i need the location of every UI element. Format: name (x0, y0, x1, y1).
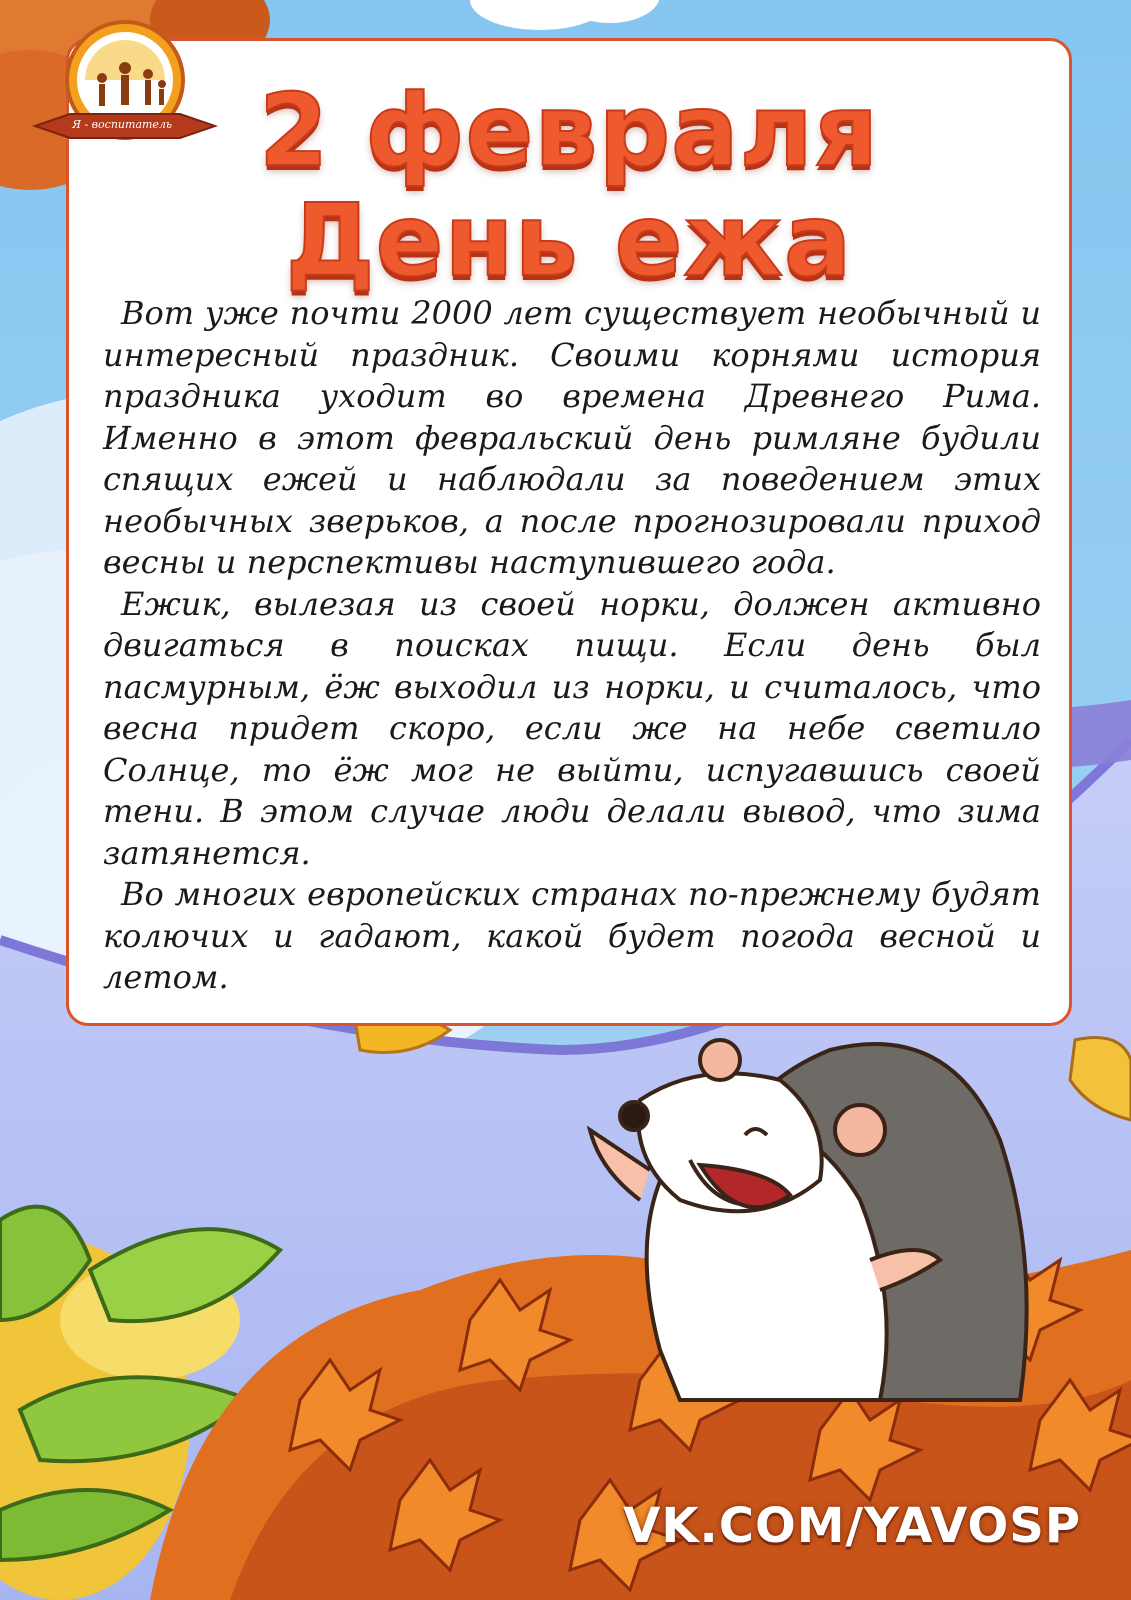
text-card (66, 38, 1072, 1026)
title-holiday: День ежа (285, 182, 853, 299)
logo-caption: Я - воспитатель (72, 118, 172, 131)
source-url: VK.COM/YAVOSP (623, 1498, 1081, 1554)
title-date: 2 февраля (258, 72, 880, 189)
paragraph: Во многих европейских странах по-прежнему будят колючих и гадают, какой будет погода весной и летом. (103, 875, 1041, 996)
paragraph: Ежик, вылезая из своей норки, должен активно двигаться в поисках пищи. Если день был пасмурным, ёж выходил из норки, и считалось, что весна придет скоро, если же на небе светило Солнце, то ёж мог не выйти, испугавшись своей тени. В этом случае люди делали вывод, что зима затянется. (103, 584, 1041, 872)
paragraph: Вот уже почти 2000 лет существует необычный и интересный праздник. Своими корнями история праздника уходит во времена Древнего Рима. Именно в этот февральский день римляне будили спящих ежей и наблюдали за поведением этих необычных зверьков, а после прогнозировали приход весны и перспективы наступившего года. (103, 294, 1041, 581)
article-body (103, 293, 1041, 999)
